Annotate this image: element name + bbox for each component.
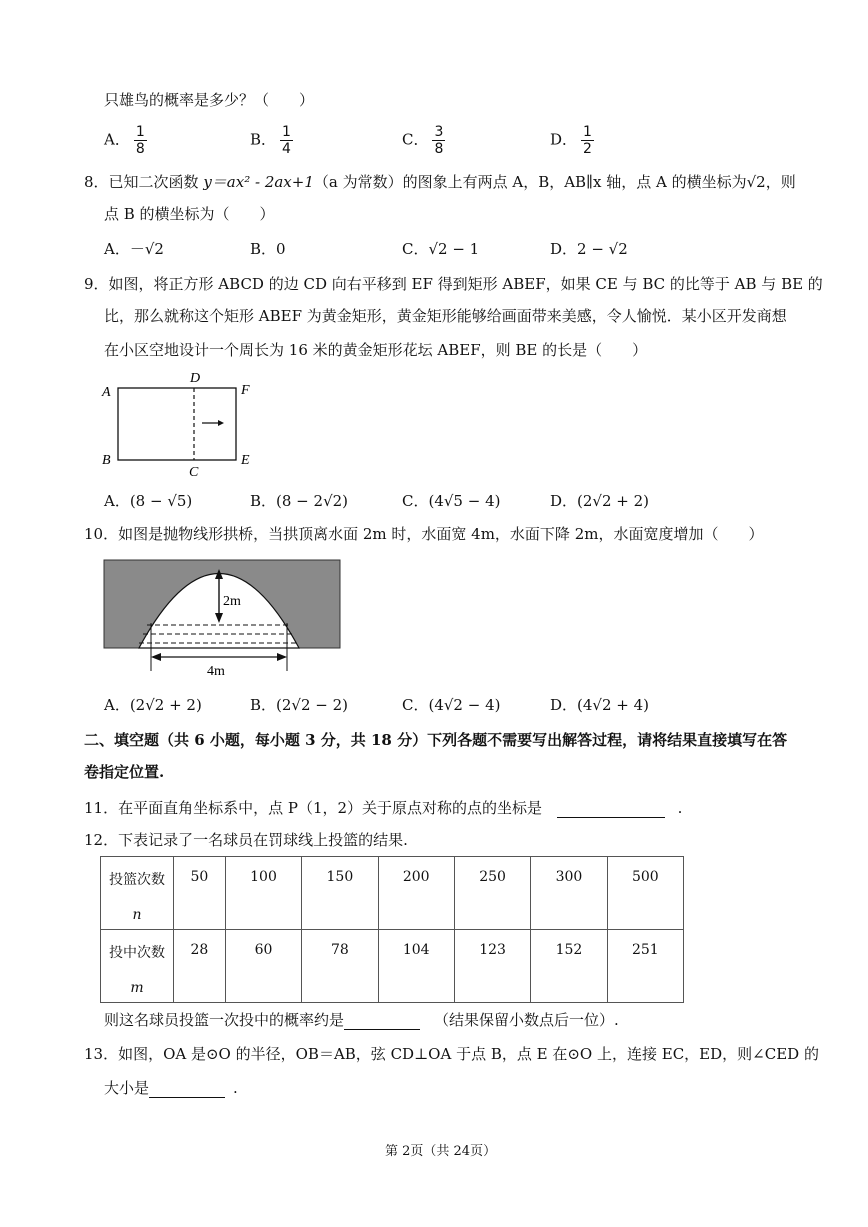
- label-b: B: [102, 453, 111, 468]
- q7-option-c: C． $\frac{3}{8}$: [402, 124, 444, 157]
- q9-rectangle-figure: [96, 366, 266, 480]
- q12-question: 则这名球员投篮一次投中的概率约是 （结果保留小数点后一位）.: [104, 1011, 619, 1029]
- q9-stem-line3: 在小区空地设计一个周长为 16 米的黄金矩形花坛 ABEF，则 BE 的长是（ ）: [104, 341, 648, 359]
- q8-option-d: D．2 − √2: [550, 240, 628, 258]
- table-cell: 200: [378, 857, 454, 930]
- q12-answer-blank: [344, 1015, 420, 1030]
- width-arrow-right: [277, 653, 287, 661]
- q7-option-d: D． $\frac{1}{2}$: [550, 124, 592, 157]
- width-label: 4m: [207, 664, 225, 679]
- table-cell: 60: [225, 930, 301, 1003]
- q8-option-b: B．0: [250, 240, 286, 258]
- table-cell: 250: [454, 857, 530, 930]
- q7-option-a: A． $\frac{1}{8}$: [104, 124, 145, 157]
- q8-option-a: A．－√2: [104, 240, 164, 258]
- q7-option-d-fraction: $\frac{1}{2}$: [583, 124, 592, 157]
- q9-option-c: C．(4√5 − 4): [402, 492, 501, 510]
- table-cell: 251: [607, 930, 683, 1003]
- q13-answer-blank: [149, 1083, 225, 1098]
- section2-header-line1: 二、填空题（共 6 小题，每小题 3 分，共 18 分）下列各题不需要写出解答过程，请将结果直接填写在答: [84, 731, 788, 749]
- page-footer: 第 2页（共 24页）: [385, 1144, 497, 1159]
- label-d: D: [190, 371, 201, 386]
- q9-stem-line2: 比，那么就称这个矩形 ABEF 为黄金矩形，黄金矩形能够给画面带来美感，令人愉悦．某小区开发商想: [104, 307, 787, 325]
- q7-option-b-fraction: $\frac{1}{4}$: [282, 124, 291, 157]
- q10-stem: 10．如图是抛物线形拱桥，当拱顶离水面 2m 时，水面宽 4m，水面下降 2m，水面宽度增加（ ）: [84, 525, 764, 543]
- q9-option-d: D．(2√2 + 2): [550, 492, 650, 510]
- q7-option-c-fraction: $\frac{3}{8}$: [434, 124, 444, 157]
- row-header-shots: 投篮次数 n: [101, 857, 174, 930]
- q10-arch-bridge-figure: [103, 559, 341, 679]
- width-arrow-left: [151, 653, 161, 661]
- height-label: 2m: [223, 594, 241, 609]
- q10-option-d: D．(4√2 + 4): [550, 696, 650, 714]
- q9-option-a: A．(8 − √5): [104, 492, 193, 510]
- label-c: C: [189, 465, 199, 480]
- table-cell: 150: [302, 857, 378, 930]
- q8-option-c: C．√2 − 1: [402, 240, 480, 258]
- table-cell: 152: [531, 930, 607, 1003]
- q10-option-b: B．(2√2 − 2): [250, 696, 349, 714]
- q9-stem-line1: 9．如图，将正方形 ABCD 的边 CD 向右平移到 EF 得到矩形 ABEF，如果 CE 与 BC 的比等于 AB 与 BE 的: [84, 275, 823, 293]
- table-cell: 300: [531, 857, 607, 930]
- q7-option-b: B． $\frac{1}{4}$: [250, 124, 291, 157]
- q7-stem-tail: 只雄鸟的概率是多少？（ ）: [104, 91, 315, 109]
- shooting-results-table: [100, 856, 684, 1003]
- row-header-hits: 投中次数 m: [101, 930, 174, 1003]
- q8-stem-line1: 8．已知二次函数 y＝ax² - 2ax+1（a 为常数）的图象上有两点 A，B，AB∥x 轴，点 A 的横坐标为√2，则: [84, 173, 796, 191]
- table-cell: 500: [607, 857, 683, 930]
- table-cell: 28: [174, 930, 226, 1003]
- q10-option-c: C．(4√2 − 4): [402, 696, 501, 714]
- q9-option-b: B．(8 − 2√2): [250, 492, 349, 510]
- q13-stem-line2: 大小是 .: [104, 1079, 238, 1097]
- table-cell: 50: [174, 857, 226, 930]
- table-cell: 100: [225, 857, 301, 930]
- q11-answer-blank: [557, 803, 665, 818]
- table-cell: 78: [302, 930, 378, 1003]
- table-cell: 104: [378, 930, 454, 1003]
- q11-stem: 11．在平面直角坐标系中，点 P（1，2）关于原点对称的点的坐标是 .: [84, 799, 683, 817]
- table-row-shots: [101, 857, 684, 930]
- table-cell: 123: [454, 930, 530, 1003]
- q7-option-a-fraction: $\frac{1}{8}$: [135, 124, 145, 157]
- label-e: E: [241, 453, 250, 468]
- q10-option-a: A．(2√2 + 2): [104, 696, 202, 714]
- q8-stem-line2: 点 B 的横坐标为（ ）: [104, 205, 275, 223]
- q12-stem: 12．下表记录了一名球员在罚球线上投篮的结果.: [84, 831, 408, 849]
- section2-header-line2: 卷指定位置.: [84, 763, 165, 781]
- q13-stem-line1: 13．如图，OA 是⊙O 的半径，OB＝AB，弦 CD⊥OA 于点 B，点 E 在⊙O 上，连接 EC，ED，则∠CED 的: [84, 1045, 819, 1063]
- label-f: F: [241, 383, 250, 398]
- arrow-head: [218, 420, 224, 426]
- label-a: A: [102, 385, 111, 400]
- table-row-hits: [101, 930, 684, 1003]
